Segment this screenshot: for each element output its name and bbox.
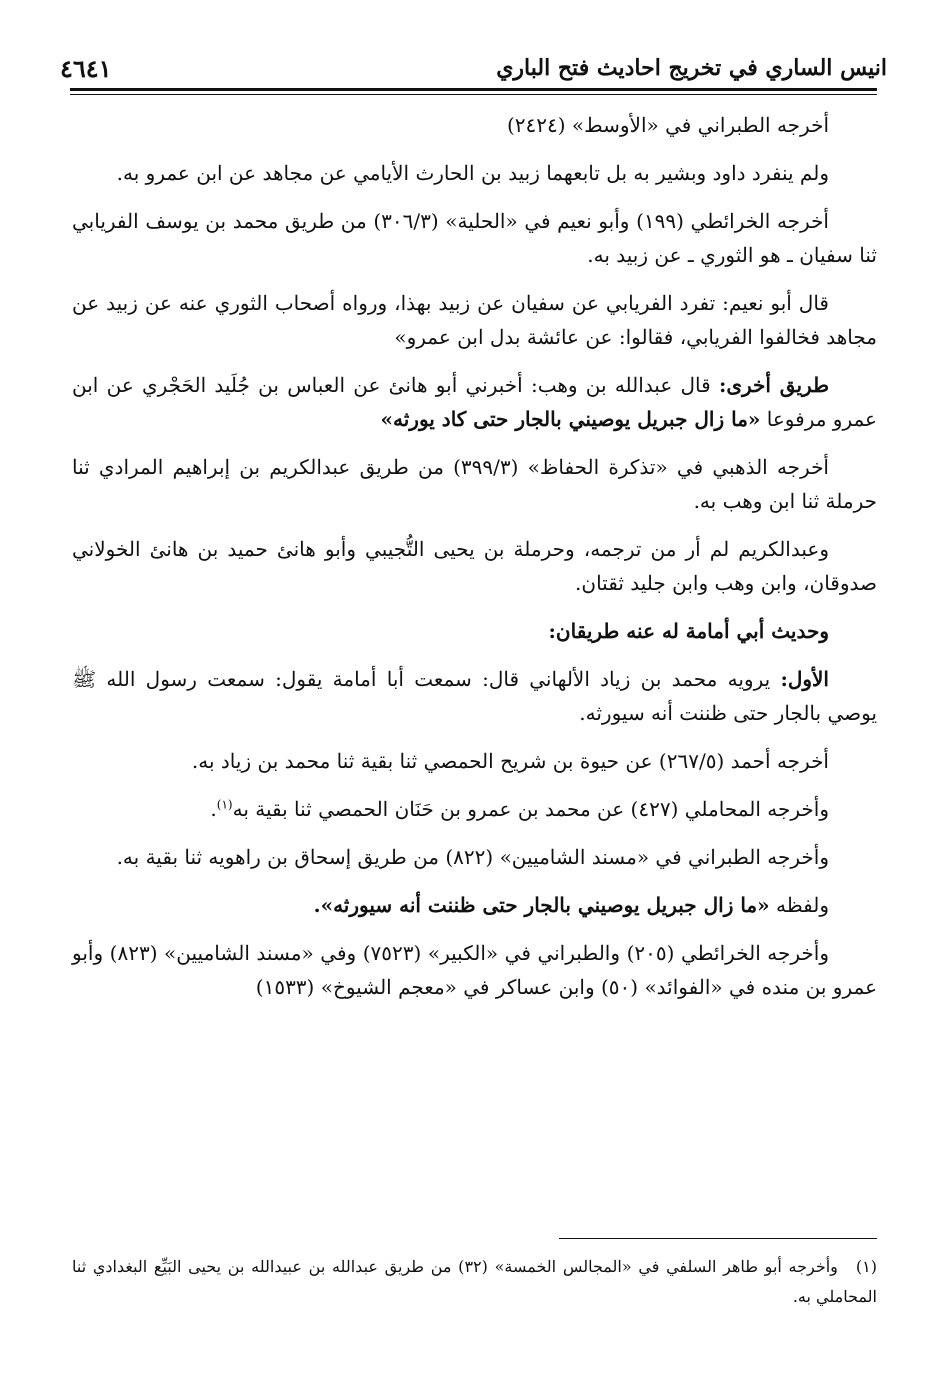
paragraph: طريق أخرى: قال عبدالله بن وهب: أخبرني أبو هانئ عن العباس بن جُلَيد الحَجْري عن ابن عمرو مرفوعا «ما زال جبريل يوصيني بالجار حتى كاد يورثه» — [72, 373, 877, 431]
paragraph: أخرجه الذهبي في «تذكرة الحفاظ» (٣٩٩/٣) من طريق عبدالكريم بن إبراهيم المرادي ثنا حرملة ثنا ابن وهب به. — [72, 455, 877, 513]
page-number: ٤٦٤١ — [60, 53, 112, 83]
paragraph: ولفظه «ما زال جبريل يوصيني بالجار حتى ظننت أنه سيورثه». — [313, 893, 829, 917]
paragraph: وأخرجه الخرائطي (٢٠٥) والطبراني في «الكبير» (٧٥٢٣) وفي «مسند الشاميين» (٨٢٣) وأبو عمرو بن منده في «الفوائد» (٥٠) وابن عساكر في «معجم الشيوخ» (١٥٣٣) — [72, 941, 877, 999]
main-text — [72, 108, 877, 1018]
paragraph: أخرجه الخرائطي (١٩٩) وأبو نعيم في «الحلية» (٣٠٦/٣) من طريق محمد بن يوسف الفريابي ثنا سفيان ـ هو الثوري ـ عن زبيد به. — [72, 209, 877, 267]
paragraph: الأول: يرويه محمد بن زياد الألهاني قال: سمعت أبا أمامة يقول: سمعت رسول الله ﷺ يوصي بالجار حتى ظننت أنه سيورثه. — [72, 667, 877, 725]
section-lead: طريق أخرى: — [718, 373, 829, 397]
footnote-separator — [559, 1238, 877, 1239]
footnote-mark: (١) — [855, 1257, 878, 1276]
paragraph: أخرجه الطبراني في «الأوسط» (٢٤٢٤) — [506, 113, 829, 137]
hadith-quote: «ما زال جبريل يوصيني بالجار حتى كاد يورثه» — [380, 407, 761, 431]
paragraph: وعبدالكريم لم أر من ترجمه، وحرملة بن يحيى التُّجيبي وأبو هانئ حميد بن هانئ الخولاني صدوقان، وابن وهب وابن جليد ثقتان. — [72, 537, 877, 595]
paragraph: ولم ينفرد داود وبشير به بل تابعهما زبيد بن الحارث الأيامي عن مجاهد عن ابن عمرو به. — [116, 161, 829, 185]
footnote-ref[interactable]: (١) — [216, 797, 233, 812]
page-header — [60, 50, 887, 86]
paragraph: وأخرجه المحاملي (٤٢٧) عن محمد بن عمرو بن حَنَان الحمصي ثنا بقية به$^{(١)}$. — [210, 797, 829, 821]
paragraph: وأخرجه الطبراني في «مسند الشاميين» (٨٢٢) من طريق إسحاق بن راهويه ثنا بقية به. — [116, 845, 829, 869]
hadith-quote: «ما زال جبريل يوصيني بالجار حتى ظننت أنه سيورثه». — [313, 893, 770, 917]
paragraph: أخرجه أحمد (٢٦٧/٥) عن حيوة بن شريح الحمصي ثنا بقية ثنا محمد بن زياد به. — [191, 749, 829, 773]
running-title: انيس الساري في تخريج احاديث فتح الباري — [496, 55, 887, 81]
section-heading: وحديث أبي أمامة له عنه طريقان: — [548, 619, 829, 643]
footnotes — [72, 1252, 877, 1326]
paragraph: قال أبو نعيم: تفرد الفريابي عن سفيان عن زبيد بهذا، ورواه أصحاب الثوري عنه عن زبيد عن مجاهد فخالفوا الفريابي، فقالوا: عن عائشة بدل ابن عمرو» — [72, 291, 877, 349]
header-rule — [70, 88, 877, 95]
footnote: (١)وأخرجه أبو طاهر السلفي في «المجالس الخمسة» (٣٢) من طريق عبدالله بن عبيدالله بن يحيى البَيِّع البغدادي ثنا المحاملي به. — [72, 1252, 877, 1312]
section-lead: الأول: — [780, 667, 829, 691]
